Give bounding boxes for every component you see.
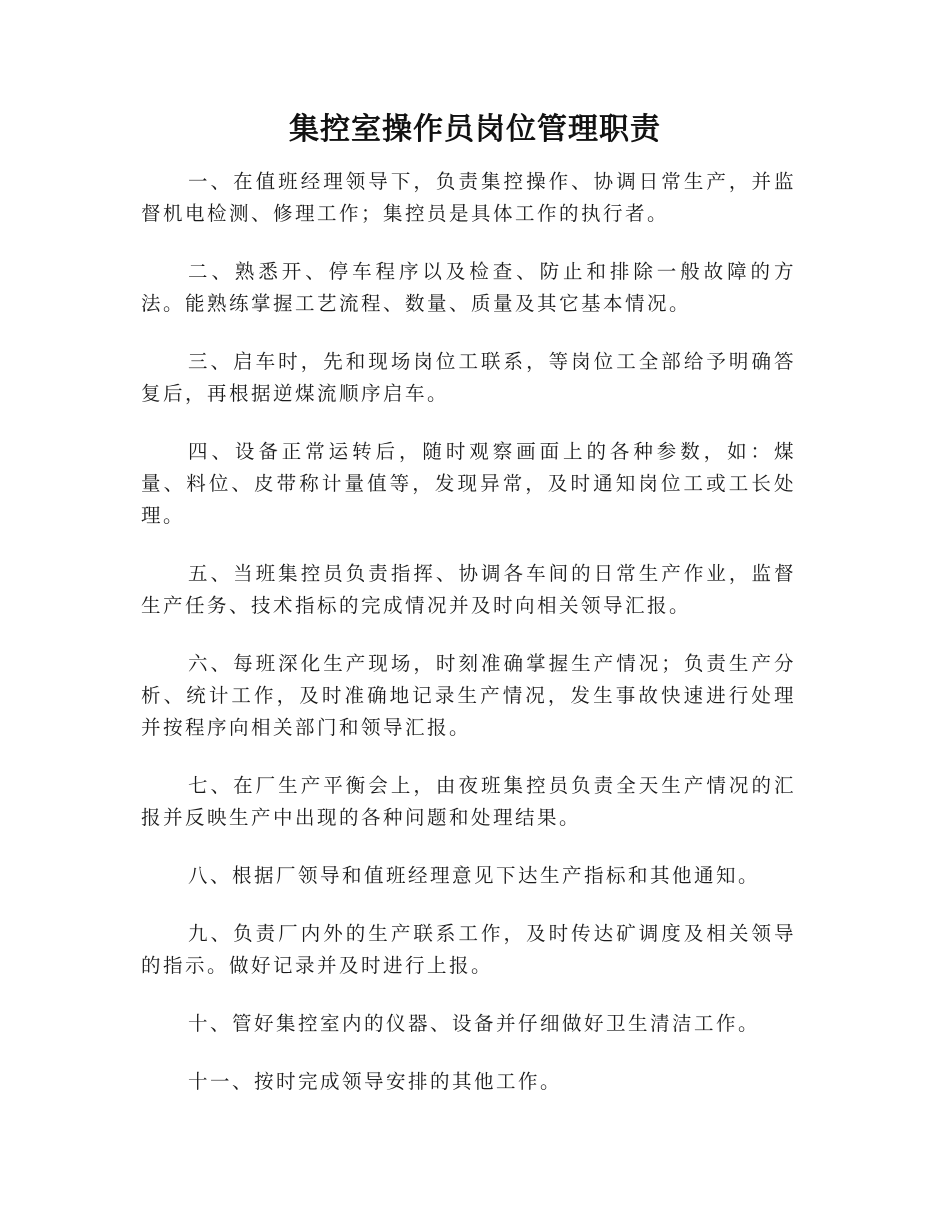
paragraph-4: 四、设备正常运转后，随时观察画面上的各种参数，如：煤量、料位、皮带称计量值等，发现异常，及时通知岗位工或工长处理。 xyxy=(141,440,796,527)
paragraph-10: 十、管好集控室内的仪器、设备并仔细做好卫生清洁工作。 xyxy=(188,1012,761,1035)
paragraph-3: 三、启车时，先和现场岗位工联系，等岗位工全部给予明确答复后，再根据逆煤流顺序启车。 xyxy=(141,350,796,405)
paragraph-8: 八、根据厂领导和值班经理意见下达生产指标和其他通知。 xyxy=(188,864,761,887)
paragraph-7: 七、在厂生产平衡会上，由夜班集控员负责全天生产情况的汇报并反映生产中出现的各种问题和处理结果。 xyxy=(141,774,796,829)
document-title: 集控室操作员岗位管理职责 xyxy=(289,112,661,147)
paragraph-2: 二、熟悉开、停车程序以及检查、防止和排除一般故障的方法。能熟练掌握工艺流程、数量、质量及其它基本情况。 xyxy=(141,260,796,315)
paragraph-11: 十一、按时完成领导安排的其他工作。 xyxy=(188,1070,563,1093)
paragraph-5: 五、当班集控员负责指挥、协调各车间的日常生产作业，监督生产任务、技术指标的完成情况并及时向相关领导汇报。 xyxy=(141,562,796,617)
paragraph-6: 六、每班深化生产现场，时刻准确掌握生产情况；负责生产分析、统计工作，及时准确地记录生产情况，发生事故快速进行处理并按程序向相关部门和领导汇报。 xyxy=(141,652,796,739)
paragraph-9: 九、负责厂内外的生产联系工作，及时传达矿调度及相关领导的指示。做好记录并及时进行上报。 xyxy=(141,922,796,977)
document-body xyxy=(141,166,796,1124)
paragraph-1: 一、在值班经理领导下，负责集控操作、协调日常生产，并监督机电检测、修理工作；集控员是具体工作的执行者。 xyxy=(141,170,796,225)
